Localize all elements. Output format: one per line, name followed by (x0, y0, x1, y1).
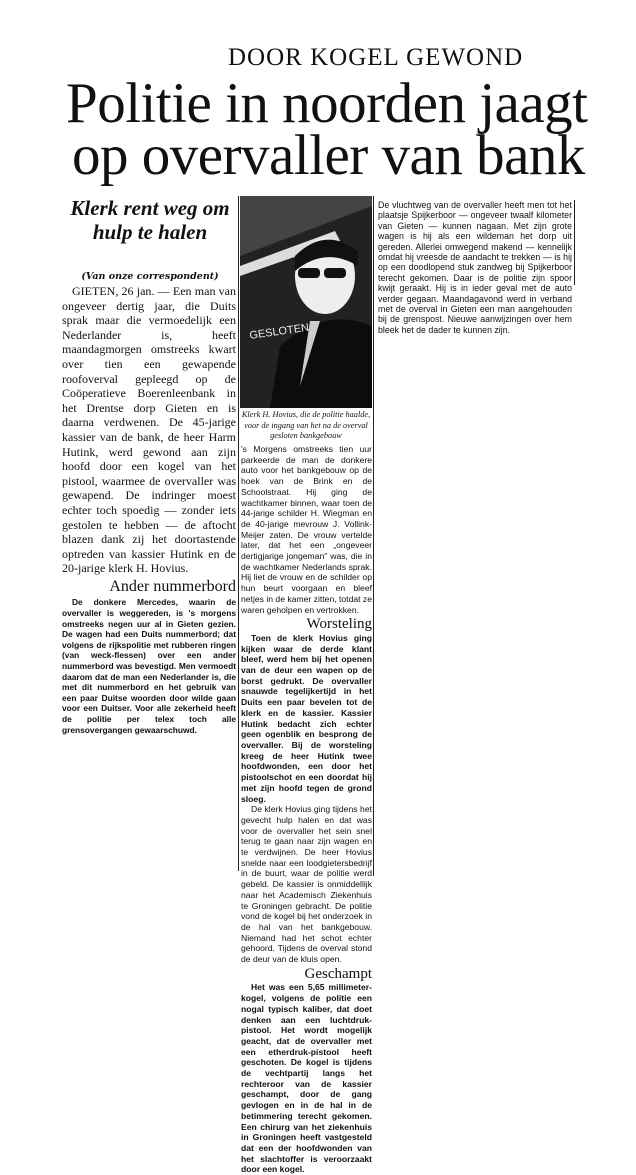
column-rule (574, 200, 575, 285)
lead-paragraph: GIETEN, 26 jan. — Een man van ongeveer dertig jaar, die Duits sprak maar die vermoedelijk een Nederlander is, heeft maandagmorgen omstreeks kwart over tien een gewapende roofoverval gepleegd op de Coöperatieve Boerenleenbank in het Drentse dorp Gieten en is daarna verdwenen. De 45-jarige kassier van de bank, de heer Harm Hutink, werd gewond aan zijn hoofd door een kogel van het pistool, waarmee de overvaller was gewapend. De indringer moest echter toch spoedig — zonder iets gestolen te hebben — de aftocht blazen dank zij het doortastende optreden van kassier Hutink en de 20-jarige klerk H. Hovius. (62, 284, 236, 576)
column-rule (238, 196, 239, 871)
photo-sign-text: GESLOTEN (248, 321, 310, 342)
paragraph: De vluchtweg van de overvaller heeft men tot het plaatsje Spijkerboor — ongeveer twaalf kilometer van Gieten — kunnen nagaan. Met zijn grote wagen is hij als een wildeman het dorp uit gereden. Allerlei omwegend makend — kennelijk omdat hij vreesde de aandacht te trekken — is hij op een doodlopend stuk zandweg bij Spijkerboor terecht gekomen. Daar is de politie zijn spoor kwijt geraakt. Hij is in ieder geval met de auto verder gegaan. Maandagavond werd in verband met de overval in Gieten een man aangehouden bij de grenspost. Nieuwe aanwijzingen over hem bleek het de dader te kunnen zijn. (378, 200, 572, 335)
section-heading: Geschampt (304, 965, 372, 982)
headline-line-1: Politie in noorden jaagt (66, 72, 588, 135)
paragraph: 's Morgens omstreeks tien uur parkeerde de man de donkere auto voor het bankgebouw op de hoek van de Brink en de Schoolstraat. Hij ging de wachtkamer binnen, waar toen de 44-jarige schilder H. Wiegman en de 40-jarige mevrouw J. Vollink-Meijer zaten. De vrouw vertelde later, dat het een „ongeveer dertigjarige jongeman" was, die in de wachtkamer Nederlands sprak. Hij liet de vrouw en de schilder op hun beurt voorgaan en bleef netjes in de kamer zitten, totdat ze waren geholpen en vertrokken. (241, 444, 372, 615)
photo-caption: Klerk H. Hovius, die de politie haalde, voor de ingang van het na de overval gesloten bankgebouw (241, 410, 371, 440)
column-3 (378, 200, 572, 335)
paragraph: De klerk Hovius ging tijdens het gevecht hulp halen en dat was voor de overvaller het sein snel terug te gaan naar zijn wagen en te verdwijnen. De heer Hovius snelde naar een loodgietersbedrijf in de buurt, waar de politie werd gebeld. De kassier is onmiddellijk naar het Academisch Ziekenhuis te Groningen gebracht. De politie vond de kogel bij het onderzoek in de hal van het bankgebouw. Niemand had het schot echter gehoord. Tijdens de overval stond de deur van de kluis open. (241, 804, 372, 965)
headline-line-2: op overvaller van bank (72, 124, 585, 187)
photo-clerk-hovius (240, 196, 372, 408)
section-heading: Worsteling (306, 616, 372, 633)
paragraph: De donkere Mercedes, waarin de overvaller is weggereden, is 's morgens omstreeks negen uur al in Gieten gezien. De wagen had een Duits nummerbord; dat volgens de rijkspolitie met rubberen ringen (van weck-flessen) over een ander nummerbord was bevestigd. Men vermoedt daarom dat de man een Nederlander is, die met dit nummerbord en het gebruik van een paar Duitse woorden door wilde gaan voor een Duitser. Voor alle zekerheid heeft de politie per telex toch alle grensovergangen gewaarschuwd. (62, 597, 236, 735)
byline: (Van onze correspondent) (81, 271, 219, 282)
column-2 (241, 444, 372, 1175)
paragraph: Toen de klerk Hovius ging kijken waar de derde klant bleef, werd hem bij het openen van de deur een wapen op de borst gedrukt. De overvaller snauwde tegelijkertijd in het Duits een paar bevelen tot de klerk en de kassier. Kassier Hutink bedacht zich echter geen ogenblik en besprong de overvaller. Bij de worsteling kreeg de heer Hutink twee hoofdwonden, een door het pistoolschot en een doordat hij met zijn hoofd tegen de grond sloeg. (241, 632, 372, 804)
subheadline: Klerk rent weg om hulp te halen (70, 196, 230, 244)
kicker: DOOR KOGEL GEWOND (228, 44, 524, 71)
column-rule (373, 196, 374, 876)
section-heading: Ander nummerbord (109, 577, 236, 595)
column-1 (62, 284, 236, 735)
paragraph: Het was een 5,65 millimeter-kogel, volgens de politie een nogal typisch kaliber, dat doet denken aan een luchtdruk-pistool. Het wordt mogelijk geacht, dat de overvaller met een etherdruk-pistool heeft geschoten. De kogel is tijdens de vechtpartij langs het rechteroor van de kassier geschampt, door de gang gevlogen en in de hal in de betimmering terecht gekomen. Een chirurg van het ziekenhuis in Groningen heeft vastgesteld dat een der hoofdwonden van het slachtoffer is veroorzaakt door een kogel. (241, 982, 372, 1175)
